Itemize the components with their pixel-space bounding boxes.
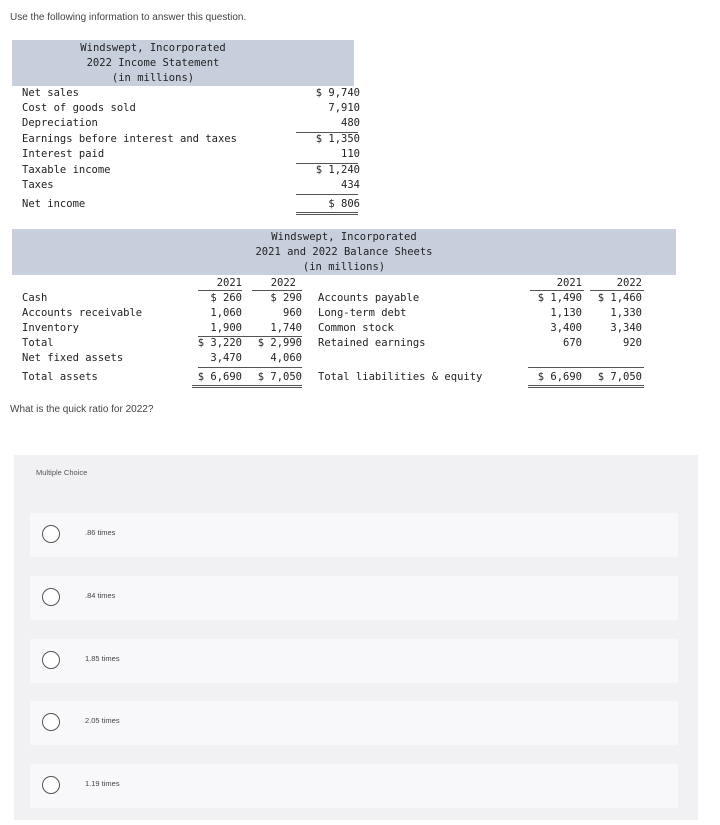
- bs-inventory-2022: 1,740: [270, 322, 302, 334]
- is-value-net-income: $ 806: [328, 198, 360, 210]
- bs-total-current-2022: $ 2,990: [257, 337, 302, 349]
- radio-button[interactable]: [42, 588, 60, 606]
- bs-receivables-2022: 960: [283, 307, 302, 319]
- bs-fixed-assets-2022: 4,060: [270, 352, 302, 364]
- multiple-choice-label: Multiple Choice: [36, 468, 88, 477]
- balance-sheet-units: (in millions): [302, 261, 386, 273]
- is-label-taxable-income: Taxable income: [22, 164, 111, 176]
- bs-asset-year-2022: 2022: [270, 277, 296, 289]
- radio-button[interactable]: [42, 776, 60, 794]
- bs-label-accounts-payable: Accounts payable: [318, 292, 420, 304]
- bs-fixed-assets-2021: 3,470: [210, 352, 242, 364]
- radio-button[interactable]: [42, 651, 60, 669]
- is-value-taxable-income: $ 1,240: [315, 164, 360, 176]
- bs-total-assets-2022: $ 7,050: [257, 371, 302, 383]
- choice-option-3[interactable]: [30, 639, 678, 683]
- choice-label: .84 times: [85, 591, 116, 600]
- bs-year-rule: [198, 290, 242, 291]
- is-rule: [296, 194, 358, 195]
- balance-sheet-company: Windswept, Incorporated: [271, 231, 417, 243]
- balance-sheet-header: [12, 229, 676, 275]
- bs-retained-earnings-2021: 670: [563, 337, 582, 349]
- choice-label: 1.85 times: [85, 654, 120, 663]
- bs-label-retained-earnings: Retained earnings: [318, 337, 426, 349]
- is-value-interest: 110: [341, 148, 360, 160]
- instruction-text: Use the following information to answer this question.: [10, 12, 247, 23]
- balance-sheet-table: [0, 275, 720, 390]
- is-label-ebit: Earnings before interest and taxes: [22, 133, 237, 145]
- is-value-cogs: 7,910: [328, 102, 360, 114]
- bs-asset-year-2021: 2021: [216, 277, 242, 289]
- bs-label-total-assets: Total assets: [22, 371, 98, 383]
- bs-cash-2021: $ 260: [210, 292, 242, 304]
- bs-receivables-2021: 1,060: [210, 307, 242, 319]
- is-double-rule: [296, 212, 358, 213]
- bs-total-liabilities-2021: $ 6,690: [537, 371, 582, 383]
- bs-cash-2022: $ 290: [270, 292, 302, 304]
- bs-common-stock-2022: 3,340: [610, 322, 642, 334]
- choice-option-1[interactable]: [30, 513, 678, 557]
- is-label-net-sales: Net sales: [22, 87, 79, 99]
- bs-label-receivables: Accounts receivable: [22, 307, 143, 319]
- bs-accounts-payable-2021: $ 1,490: [537, 292, 582, 304]
- bs-total-assets-2021: $ 6,690: [197, 371, 242, 383]
- income-statement-header: [12, 40, 354, 86]
- bs-double-rule: [192, 387, 302, 388]
- bs-label-total-liabilities-equity: Total liabilities & equity: [318, 371, 483, 383]
- bs-year-rule: [530, 290, 584, 291]
- balance-sheet-title: 2021 and 2022 Balance Sheets: [255, 246, 433, 258]
- bs-double-rule: [192, 385, 302, 386]
- bs-long-term-debt-2022: 1,330: [610, 307, 642, 319]
- bs-accounts-payable-2022: $ 1,460: [597, 292, 642, 304]
- is-label-cogs: Cost of goods sold: [22, 102, 136, 114]
- question-text: What is the quick ratio for 2022?: [10, 404, 154, 415]
- bs-common-stock-2021: 3,400: [550, 322, 582, 334]
- choice-label: 1.19 times: [85, 779, 120, 788]
- bs-total-liabilities-2022: $ 7,050: [597, 371, 642, 383]
- radio-button[interactable]: [42, 713, 60, 731]
- bs-inventory-2021: 1,900: [210, 322, 242, 334]
- bs-liab-year-2022: 2022: [616, 277, 642, 289]
- bs-total-current-2021: $ 3,220: [197, 337, 242, 349]
- is-value-net-sales: $ 9,740: [315, 87, 360, 99]
- bs-label-cash: Cash: [22, 292, 48, 304]
- choice-option-5[interactable]: [30, 764, 678, 808]
- is-value-ebit: $ 1,350: [315, 133, 360, 145]
- income-statement-company: Windswept, Incorporated: [80, 42, 226, 54]
- bs-label-fixed-assets: Net fixed assets: [22, 352, 124, 364]
- bs-liab-year-2021: 2021: [556, 277, 582, 289]
- bs-label-total-current: Total: [22, 337, 54, 349]
- bs-double-rule: [528, 387, 644, 388]
- bs-label-common-stock: Common stock: [318, 322, 394, 334]
- bs-year-rule: [252, 290, 302, 291]
- bs-double-rule: [528, 385, 644, 386]
- is-value-taxes: 434: [341, 179, 360, 191]
- is-value-depreciation: 480: [341, 117, 360, 129]
- bs-retained-earnings-2022: 920: [623, 337, 642, 349]
- choice-label: 2.05 times: [85, 716, 120, 725]
- is-label-depreciation: Depreciation: [22, 117, 98, 129]
- income-statement-title: 2022 Income Statement: [86, 57, 220, 69]
- is-double-rule: [296, 214, 358, 215]
- income-statement-table: [0, 87, 360, 217]
- income-statement-units: (in millions): [111, 72, 195, 84]
- choice-option-2[interactable]: [30, 576, 678, 620]
- is-label-interest: Interest paid: [22, 148, 105, 160]
- choice-label: .86 times: [85, 528, 116, 537]
- choice-option-4[interactable]: [30, 701, 678, 745]
- bs-rule: [198, 367, 302, 368]
- bs-long-term-debt-2021: 1,130: [550, 307, 582, 319]
- bs-label-long-term-debt: Long-term debt: [318, 307, 407, 319]
- is-label-net-income: Net income: [22, 198, 86, 210]
- radio-button[interactable]: [42, 525, 60, 543]
- is-label-taxes: Taxes: [22, 179, 54, 191]
- bs-label-inventory: Inventory: [22, 322, 79, 334]
- bs-year-rule: [590, 290, 644, 291]
- bs-rule: [528, 367, 644, 368]
